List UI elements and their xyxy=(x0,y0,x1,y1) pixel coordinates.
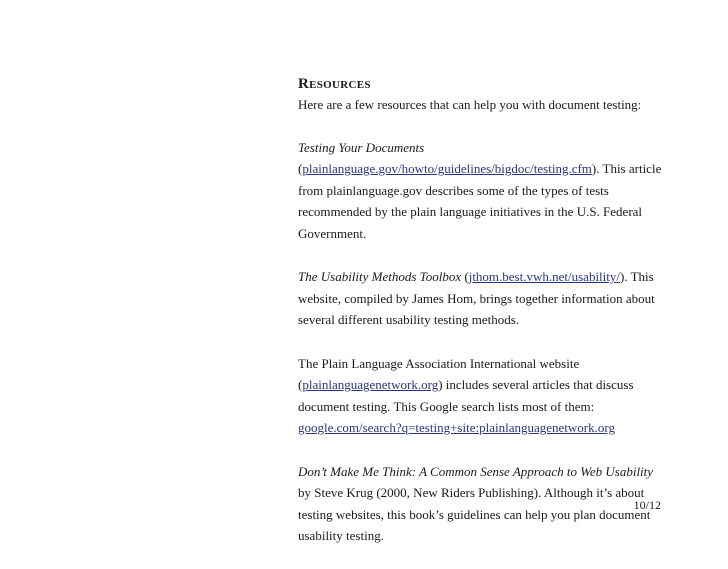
resource-title: Testing Your Documents xyxy=(298,139,425,155)
resource-description: by Steve Krug (2000, New Riders Publishing). Although it’s about testing websites, this book’s guidelines can help you plan document usability testing. xyxy=(298,485,651,543)
resource-link[interactable]: jthom.best.vwh.net/usability/ xyxy=(468,269,620,284)
resources-section xyxy=(298,74,664,569)
page-number: 10/12 xyxy=(633,498,661,512)
resource-description: ). This website, compiled by James Hom, brings together information about several different usability testing methods. xyxy=(298,269,655,327)
resource-link[interactable]: plainlanguagenetwork.org xyxy=(302,377,439,392)
resource-description: ). This article from plainlanguage.gov describes some of the types of tests recommended by the plain language initiatives in the U.S. Federal Government. xyxy=(298,161,662,241)
resource-item-dont-make-me-think xyxy=(298,461,664,547)
google-search-link[interactable]: google.com/search?q=testing+site:plainlanguagenetwork.org xyxy=(298,420,615,435)
intro-paragraph: Here are a few resources that can help you with document testing: xyxy=(298,97,642,112)
resource-item-testing-your-documents xyxy=(298,137,664,245)
resource-item-plain-language-association xyxy=(298,353,664,439)
resource-text: ( xyxy=(461,269,469,284)
resource-description: ) includes several articles that discuss document testing. This Google search lists most of them: xyxy=(298,377,634,414)
resource-link[interactable]: plainlanguage.gov/howto/guidelines/bigdoc/testing.cfm xyxy=(302,161,592,176)
resource-title: The Usability Methods Toolbox xyxy=(298,269,462,284)
section-heading: Resources xyxy=(298,76,371,92)
resource-item-usability-methods-toolbox xyxy=(298,266,664,331)
resource-text: The Plain Language Association International website ( xyxy=(298,355,580,392)
resource-title: Don’t Make Me Think: A Common Sense Approach to Web Usability xyxy=(298,463,654,479)
resource-text: ( xyxy=(298,161,303,176)
